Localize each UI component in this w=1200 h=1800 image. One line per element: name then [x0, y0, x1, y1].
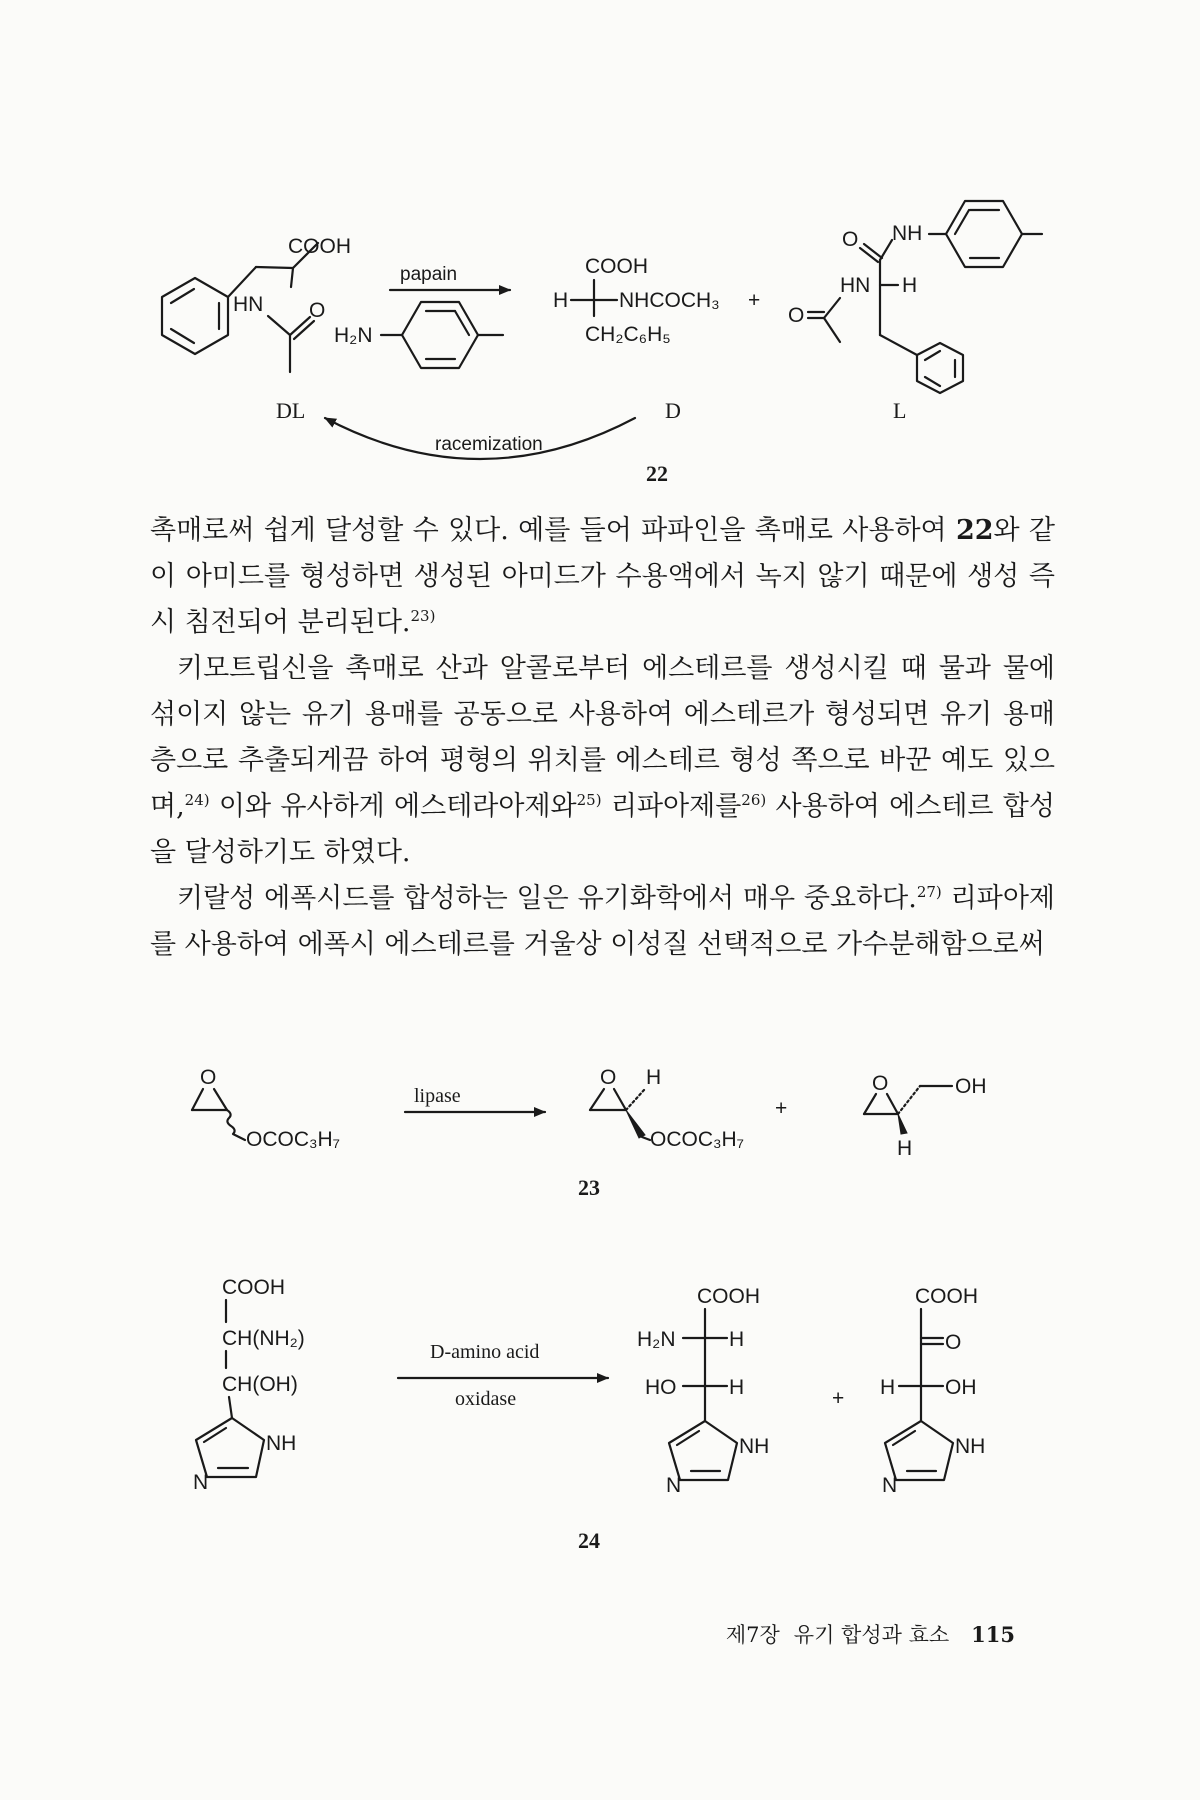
- product2-cooh-label: COOH: [915, 1285, 978, 1308]
- amide-o-label: O: [842, 228, 859, 251]
- plus-sign-23: +: [775, 1097, 788, 1120]
- citation-24: 24): [184, 791, 210, 809]
- page-footer: [712, 1619, 1015, 1649]
- product-glycidol: [864, 1072, 987, 1160]
- paragraph-3-text-a: 키랄성 에폭시드를 합성하는 일은 유기화학에서 매우 중요하다.: [177, 883, 917, 914]
- fischer-top-label: COOH: [585, 255, 648, 278]
- citation-26: 26): [741, 791, 767, 809]
- reactant-n-acetylphenylalanine: [162, 235, 351, 372]
- product1-h-a-label: H: [729, 1328, 745, 1351]
- compound-number-23: 23: [578, 1175, 600, 1200]
- paragraph-2-text-c: 리파아제를: [601, 791, 742, 822]
- citation-27: 27): [916, 883, 942, 901]
- label-d: D: [665, 398, 681, 423]
- product-keto-acid: [880, 1285, 985, 1497]
- product2-nh-label: NH: [955, 1435, 986, 1458]
- reaction-scheme-24: [0, 1250, 1200, 1570]
- papain-arrow-label: papain: [400, 264, 458, 285]
- amide-nh-label: NH: [892, 222, 923, 245]
- paragraph-2: [150, 646, 1055, 876]
- paragraph-3: [150, 876, 1055, 968]
- product1-cooh-label: COOH: [697, 1285, 760, 1308]
- reactant-n-label: N: [193, 1471, 209, 1494]
- product2-h-label: H: [880, 1376, 896, 1399]
- acetyl-o-label: O: [788, 304, 805, 327]
- fischer-right-label: NHCOCH₃: [619, 289, 720, 312]
- racemization-label: racemization: [435, 434, 543, 455]
- hn-label: HN: [233, 293, 264, 316]
- product-threo-hydroxyhistidine: [637, 1285, 769, 1497]
- reactant-hydroxyhistidine: [193, 1276, 305, 1494]
- product2-o-label: O: [872, 1072, 889, 1095]
- product-d-fischer: [553, 255, 720, 346]
- product-epoxy-ester: [590, 1066, 744, 1151]
- reactant-ester-label: OCOC₃H₇: [246, 1128, 340, 1151]
- reactant-ch-nh2-label: CH(NH₂): [222, 1327, 305, 1350]
- product1-h-b-label: H: [729, 1376, 745, 1399]
- paragraph-1-text-b: 와 같이 아미드를 형성하면 생성된 아미드가 수용액에서 녹지 않기 때문에 생성 즉시 침전되어 분리된다.: [150, 515, 1055, 638]
- arrow-label-top: D-amino acid: [430, 1341, 540, 1363]
- cooh-label: COOH: [288, 235, 351, 258]
- product2-oh-label: OH: [945, 1376, 977, 1399]
- fischer-bottom-label: CH₂C₆H₅: [585, 323, 671, 346]
- carbonyl-o-label: O: [309, 299, 326, 322]
- chapter-label: 제7장: [725, 1623, 780, 1647]
- reactant-nh-label: NH: [266, 1432, 297, 1455]
- product1-h-label: H: [646, 1066, 662, 1089]
- h2n-label: H₂N: [334, 324, 373, 347]
- product2-h-label: H: [897, 1137, 913, 1160]
- plus-sign-24: +: [832, 1387, 845, 1410]
- product-l-amide: [788, 201, 1042, 393]
- product1-ester-label: OCOC₃H₇: [650, 1128, 744, 1151]
- paragraph-2-text-b: 이와 유사하게 에스테라아제와: [209, 791, 577, 822]
- paragraph-1-text-a: 촉매로써 쉽게 달성할 수 있다. 예를 들어 파파인을 촉매로 사용하여: [150, 515, 956, 546]
- product1-h2n-label: H₂N: [637, 1328, 676, 1351]
- reactant-epoxy-ester: [192, 1066, 340, 1151]
- label-l: L: [893, 398, 907, 423]
- reactant-o-label: O: [200, 1066, 217, 1089]
- product1-nh-label: NH: [739, 1435, 770, 1458]
- reagent-p-toluidine: [334, 302, 503, 368]
- citation-25: 25): [576, 791, 602, 809]
- amide-h-label: H: [902, 274, 918, 297]
- compound-reference-22: 22: [955, 515, 994, 546]
- paragraph-2-text-a: 키모트립신을 촉매로 산과 알콜로부터 에스테르를 생성시킬 때 물과 물에 섞이지 않는 유기 용매를 공동으로 사용하여 에스테르가 형성되면 유기 용매층으로 추출되게끔 하여 평형의 위치를 에스테르 형성 쪽으로 바꾼 예도 있으며,: [150, 653, 1055, 822]
- body-text: [150, 508, 1055, 968]
- paragraph-1: [150, 508, 1055, 646]
- citation-23: 23): [410, 607, 436, 625]
- compound-number-22: 22: [646, 461, 668, 486]
- reactant-ch-oh-label: CH(OH): [222, 1373, 298, 1396]
- product1-n-label: N: [666, 1474, 682, 1497]
- product2-n-label: N: [882, 1474, 898, 1497]
- lipase-arrow-label: lipase: [414, 1085, 461, 1107]
- product2-oh-label: OH: [955, 1075, 987, 1098]
- paragraph-3-text-b: 리파아제를 사용하여 에폭시 에스테르를 거울상 이성질 선택적으로 가수분해함으로써: [150, 883, 1055, 960]
- amide-hn-label: HN: [840, 274, 871, 297]
- label-dl: DL: [276, 398, 306, 423]
- product1-ho-label: HO: [645, 1376, 677, 1399]
- chapter-title: 유기 합성과 효소: [793, 1623, 950, 1647]
- arrow-label-bottom: oxidase: [455, 1388, 517, 1410]
- paragraph-2-text-d: 사용하여 에스테르 합성을 달성하기도 하였다.: [150, 791, 1055, 868]
- reaction-scheme-23: [0, 1040, 1200, 1210]
- plus-sign: +: [748, 289, 761, 312]
- product1-o-label: O: [600, 1066, 617, 1089]
- page-number: 115: [971, 1622, 1015, 1647]
- compound-number-24: 24: [578, 1528, 600, 1553]
- reactant-cooh-label: COOH: [222, 1276, 285, 1299]
- product2-o-label: O: [945, 1331, 962, 1354]
- reaction-scheme-22: [0, 0, 1200, 500]
- fischer-left-label: H: [553, 289, 569, 312]
